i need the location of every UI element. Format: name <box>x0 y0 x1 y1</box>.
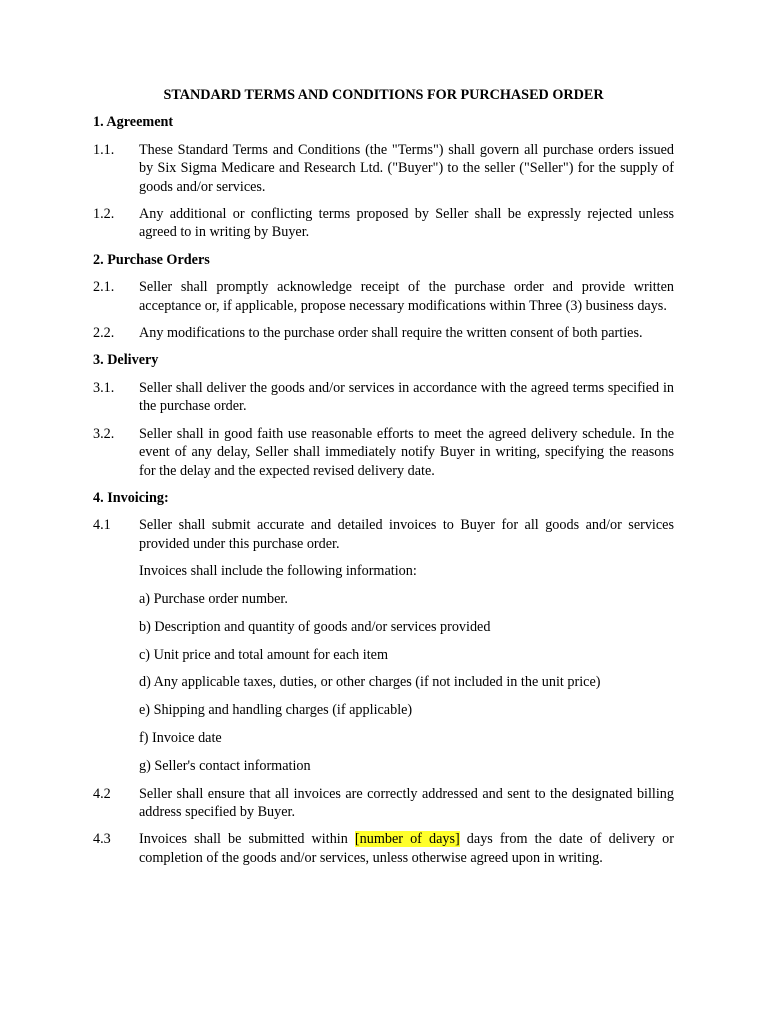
clause-number: 4.1 <box>93 517 111 534</box>
clause-number: 1.2. <box>93 206 115 223</box>
clause-number: 2.2. <box>93 325 115 342</box>
clause-4-2 <box>93 785 674 822</box>
invoice-item: b) Description and quantity of goods and/or services provided <box>139 618 491 635</box>
invoice-item: e) Shipping and handling charges (if applicable) <box>139 702 413 719</box>
clause-text: Seller shall submit accurate and detailed invoices to Buyer for all goods and/or services provided under this purchase order. <box>139 517 674 552</box>
clause-number: 3.1. <box>93 379 115 396</box>
clause-text-before: Invoices shall be submitted within <box>139 831 355 848</box>
placeholder-highlight[interactable]: [number of days] <box>354 831 460 848</box>
clause-3-2 <box>93 425 674 480</box>
clause-3-1 <box>93 379 674 416</box>
clause-2-1 <box>93 278 674 315</box>
clause-text: Any additional or conflicting terms proposed by Seller shall be expressly rejected unless agreed to in writing by Buyer. <box>139 206 674 241</box>
section-heading-agreement: 1. Agreement <box>93 114 174 131</box>
section-heading-delivery: 3. Delivery <box>93 352 159 369</box>
clause-number: 4.3 <box>93 831 111 848</box>
clause-4-1 <box>93 516 674 553</box>
clause-text: These Standard Terms and Conditions (the "Terms") shall govern all purchase orders issued by Six Sigma Medicare and Research Ltd. ("Buyer") to the seller ("Seller") for the supply of goods and/or services. <box>139 141 674 195</box>
clause-text: Any modifications to the purchase order shall require the written consent of both parties. <box>139 325 643 342</box>
clause-1-1 <box>93 141 674 196</box>
clause-text: Seller shall ensure that all invoices are correctly addressed and sent to the designated billing address specified by Buyer. <box>139 785 674 820</box>
clause-number: 4.2 <box>93 785 111 802</box>
clause-4-3 <box>93 830 674 867</box>
invoice-item: f) Invoice date <box>139 729 222 746</box>
clause-text: Seller shall in good faith use reasonable efforts to meet the agreed delivery schedule. In the event of any delay, Seller shall immediately notify Buyer in writing, specifying the reasons for the delay and the expected revised delivery date. <box>139 425 674 479</box>
clause-text: Seller shall promptly acknowledge receipt of the purchase order and provide written acceptance or, if applicable, propose necessary modifications within Three (3) business days. <box>139 279 674 314</box>
clause-number: 3.2. <box>93 425 115 442</box>
section-heading-purchase-orders: 2. Purchase Orders <box>93 251 210 268</box>
clause-text-after: days from the date of delivery or completion of the goods and/or services, unless otherwise agreed upon in writing. <box>139 831 675 866</box>
clause-number: 2.1. <box>93 279 115 296</box>
invoice-item: a) Purchase order number. <box>139 590 288 607</box>
clause-2-2 <box>93 324 674 342</box>
clause-1-2 <box>93 205 674 242</box>
clause-text: Seller shall deliver the goods and/or services in accordance with the agreed terms specified in the purchase order. <box>139 379 674 415</box>
section-heading-invoicing: 4. Invoicing: <box>93 489 169 506</box>
invoice-item: c) Unit price and total amount for each item <box>139 646 388 663</box>
clause-number: 1.1. <box>93 141 115 158</box>
clause-text <box>139 830 674 867</box>
document-title: STANDARD TERMS AND CONDITIONS FOR PURCHASED ORDER <box>163 87 604 103</box>
invoice-item: d) Any applicable taxes, duties, or other charges (if not included in the unit price) <box>139 674 601 691</box>
invoice-intro: Invoices shall include the following information: <box>139 563 417 580</box>
invoice-item: g) Seller's contact information <box>139 757 311 774</box>
